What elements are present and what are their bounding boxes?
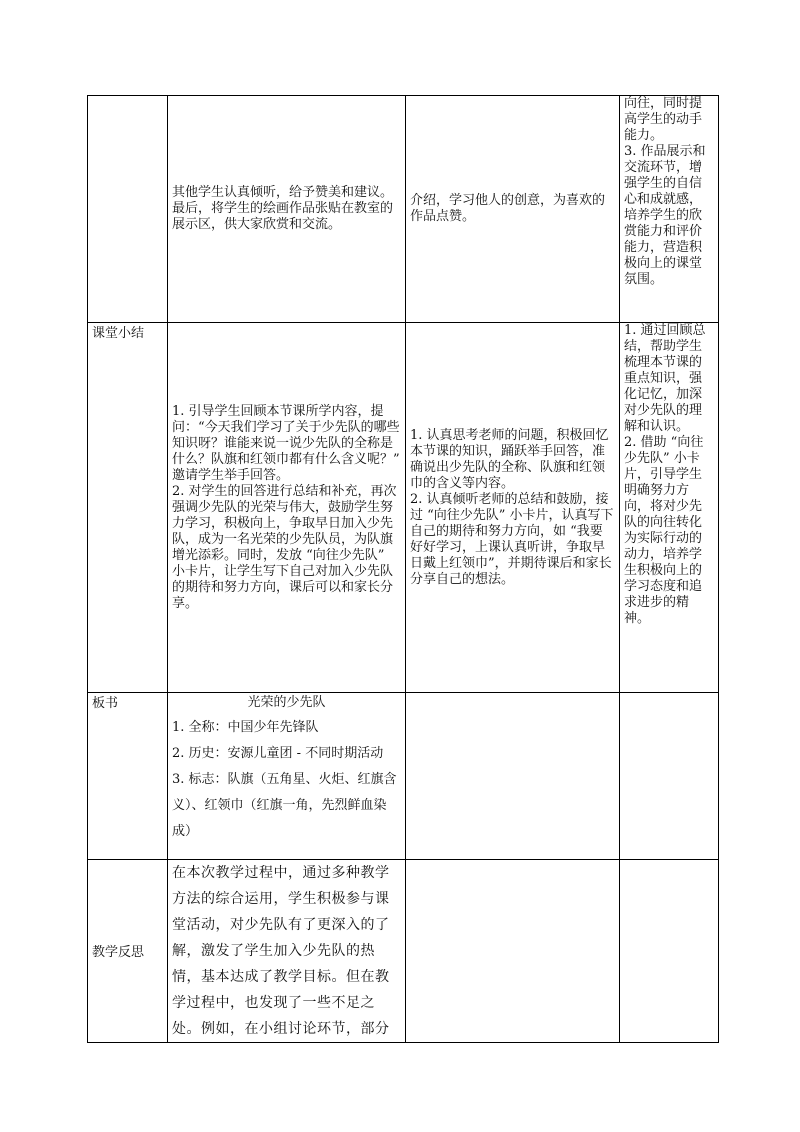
row-label-reflection: 教学反思 — [88, 860, 168, 1043]
summary-student-cell — [406, 323, 620, 693]
board-line-2: 2. 历史：安源儿童团 - 不同时期活动 — [172, 746, 384, 761]
summary-intent-text-2: 2. 借助 “向往少先队” 小卡片，引导学生明确努力方向，将对少先队的向往转化为实际行动的动力，培养学生积极向上的学习态度和追求进步的精神。 — [624, 435, 704, 626]
board-line-3: 3. 标志：队旗（五角星、火炬、红旗含义）、红领巾（红旗一角，先烈鲜血染成） — [172, 772, 397, 839]
summary-teacher-cell — [168, 323, 406, 693]
table-row-activity-continued — [88, 96, 719, 323]
board-title: 光荣的少先队 — [247, 695, 326, 710]
teacher-activity-cell — [168, 96, 406, 323]
reflection-cell — [168, 860, 406, 1043]
design-intent-text-1: 向往，同时提高学生的动手能力。 — [624, 96, 703, 143]
reflection-text: 在本次教学过程中，通过多种教学方法的综合运用，学生积极参与课堂活动，对少先队有了更深入的了解，激发了学生加入少先队的热情，基本达成了教学目标。但在教学过程中，也发现了一些不足之处。例如，在小组讨论环节，部分 — [172, 865, 390, 1037]
row-label-empty — [88, 96, 168, 323]
lesson-plan-table — [87, 95, 719, 1043]
design-intent-text-2: 3. 作品展示和交流环节，增强学生的自信心和成就感，培养学生的欣赏能力和评价能力，营造积极向上的课堂氛围。 — [624, 144, 706, 287]
board-empty-cell-1 — [406, 693, 620, 860]
row-label-board: 板书 — [88, 693, 168, 860]
row-label-summary: 课堂小结 — [88, 323, 168, 693]
table-row-board — [88, 693, 719, 860]
summary-intent-cell — [620, 323, 719, 693]
board-writing-cell — [168, 693, 406, 860]
student-activity-cell — [406, 96, 620, 323]
board-empty-cell-2 — [620, 693, 719, 860]
summary-intent-text-1: 1. 通过回顾总结，帮助学生梳理本节课的重点知识，强化记忆，加深对少先队的理解和认识。 — [624, 323, 706, 434]
design-intent-cell — [620, 96, 719, 323]
reflection-empty-cell-2 — [620, 860, 719, 1043]
table-row-reflection — [88, 860, 719, 1043]
summary-teacher-text-2: 2. 对学生的回答进行总结和补充，再次强调少先队的光荣与伟大，鼓励学生努力学习，积极向上，争取早日加入少先队，成为一名光荣的少先队员，为队旗增光添彩。同时，发放 “向往少先队” 小卡片，让学生写下自己对加入少先队的期待和努力方向，课后可以和家长分享。 — [172, 483, 397, 611]
table-row-summary — [88, 323, 719, 693]
reflection-empty-cell-1 — [406, 860, 620, 1043]
summary-student-text-1: 1. 认真思考老师的问题，积极回忆本节课的知识，踊跃举手回答，准确说出少先队的全称、队旗和红领巾的含义等内容。 — [410, 427, 609, 491]
student-activity-text: 介绍，学习他人的创意，为喜欢的作品点赞。 — [410, 193, 606, 224]
summary-student-text-2: 2. 认真倾听老师的总结和鼓励，接过 “向往少先队” 小卡片，认真写下自己的期待和努力方向，如 “我要好好学习，上课认真听讲，争取早日戴上红领巾”，并期待课后和家长分享自己的想法。 — [410, 491, 614, 587]
teacher-activity-text: 其他学生认真倾听，给予赞美和建议。最后，将学生的绘画作品张贴在教室的展示区，供大家欣赏和交流。 — [172, 185, 394, 232]
summary-teacher-text-1: 1. 引导学生回顾本节课所学内容，提问：“今天我们学习了关于少先队的哪些知识呀？谁能来说一说少先队的全称是什么？队旗和红领巾都有什么含义呢？” 邀请学生举手回答。 — [172, 403, 400, 483]
board-line-1: 1. 全称：中国少年先锋队 — [172, 720, 319, 735]
